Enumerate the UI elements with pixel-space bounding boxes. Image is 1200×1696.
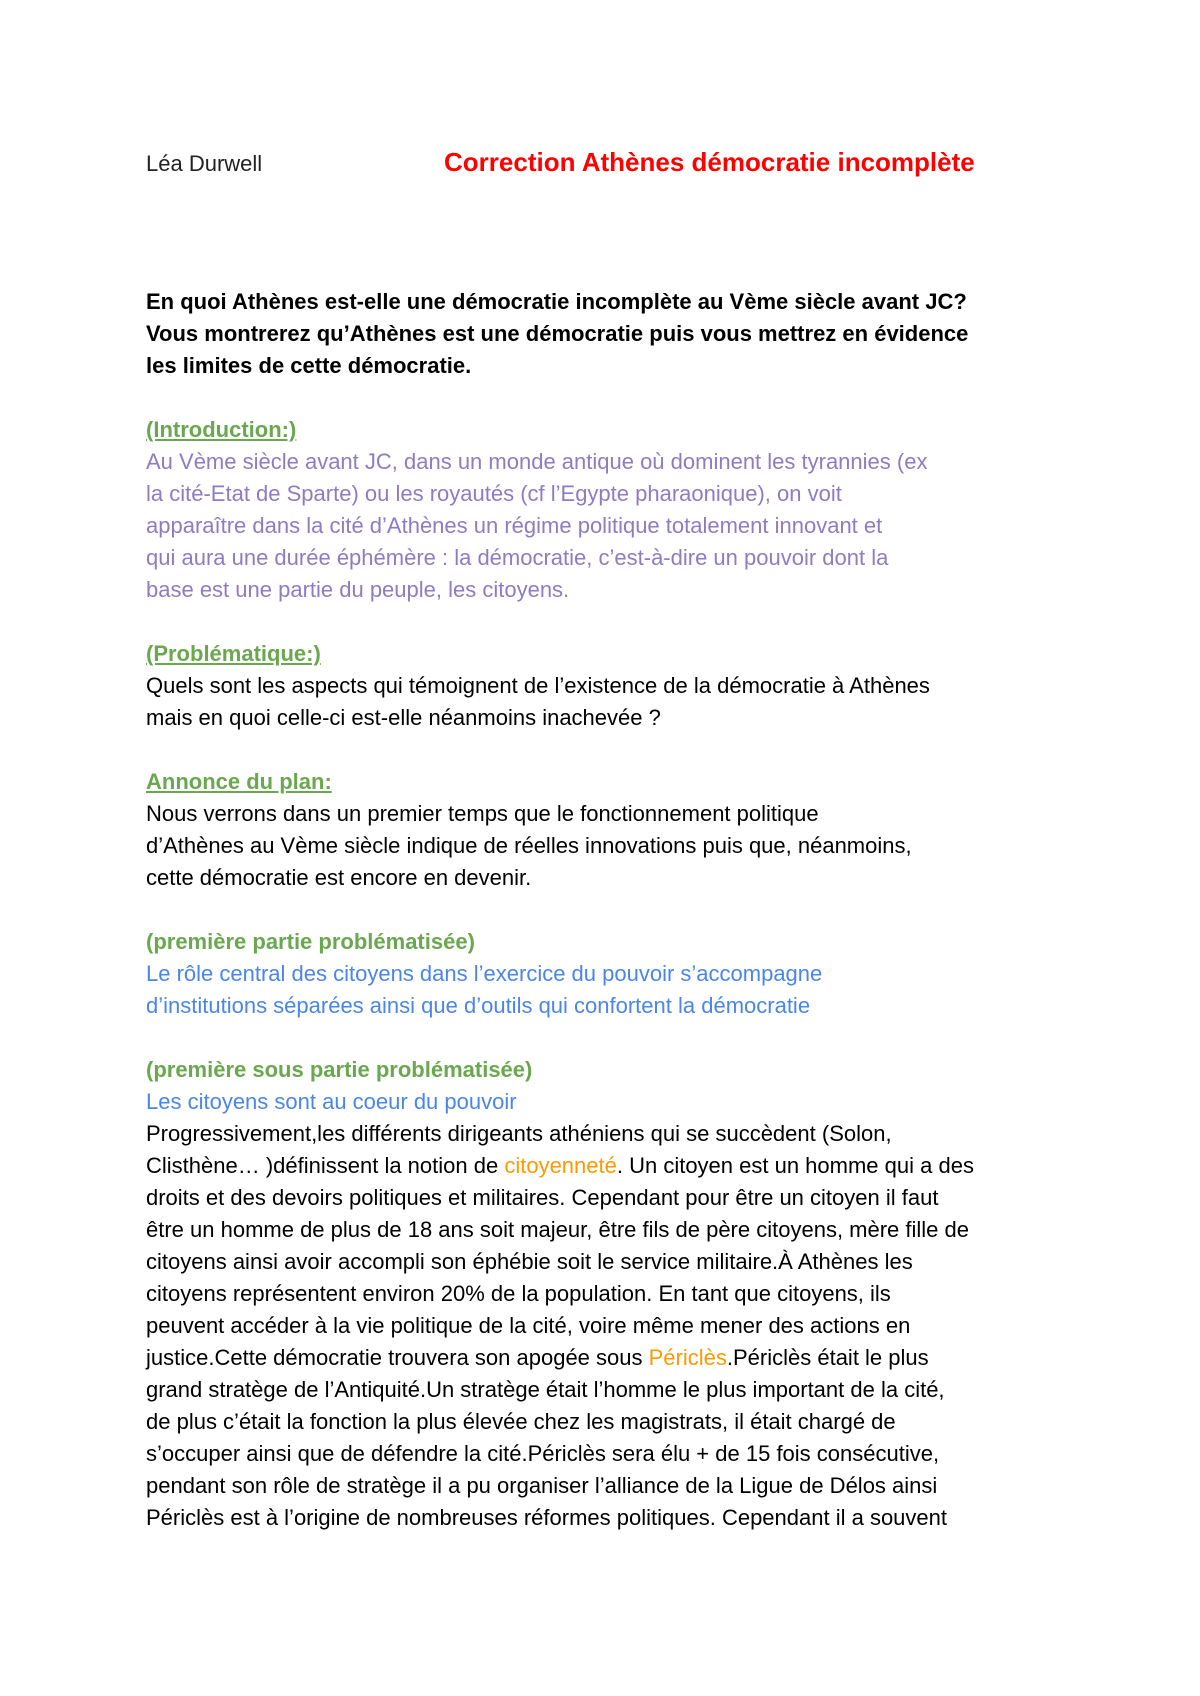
plan-section bbox=[146, 766, 1076, 894]
body-line bbox=[146, 1150, 1076, 1182]
plan-line: Nous verrons dans un premier temps que le fonctionnement politique bbox=[146, 801, 819, 826]
plan-line: d’Athènes au Vème siècle indique de réelles innovations puis que, néanmoins, bbox=[146, 833, 912, 858]
keyword-pericles: Périclès bbox=[648, 1345, 727, 1370]
plan-heading: Annonce du plan: bbox=[146, 769, 332, 794]
body-line: pendant son rôle de stratège il a pu organiser l’alliance de la Ligue de Délos ainsi bbox=[146, 1473, 938, 1498]
body-line: de plus c’était la fonction la plus élevée chez les magistrats, il était chargé de bbox=[146, 1409, 896, 1434]
introduction-line: qui aura une durée éphémère : la démocratie, c’est-à-dire un pouvoir dont la bbox=[146, 545, 889, 570]
introduction-line: apparaître dans la cité d’Athènes un régime politique totalement innovant et bbox=[146, 513, 883, 538]
introduction-line: base est une partie du peuple, les citoyens. bbox=[146, 577, 570, 602]
body-line bbox=[146, 1342, 1076, 1374]
body-text: Clisthène… )définissent la notion de bbox=[146, 1153, 505, 1178]
body-line: peuvent accéder à la vie politique de la cité, voire même mener des actions en bbox=[146, 1313, 911, 1338]
essay-question bbox=[146, 286, 1076, 382]
body-line: être un homme de plus de 18 ans soit majeur, être fils de père citoyens, mère fille de bbox=[146, 1217, 969, 1242]
part1-section bbox=[146, 926, 1076, 1022]
body-line: citoyens ainsi avoir accompli son éphébie soit le service militaire.À Athènes les bbox=[146, 1249, 913, 1274]
part1-heading: (première partie problématisée) bbox=[146, 929, 475, 954]
body-text: .Périclès était le plus bbox=[726, 1345, 929, 1370]
part1-line: Le rôle central des citoyens dans l’exercice du pouvoir s’accompagne bbox=[146, 961, 823, 986]
body-line: Progressivement,les différents dirigeants athéniens qui se succèdent (Solon, bbox=[146, 1121, 892, 1146]
problematique-line: Quels sont les aspects qui témoignent de l’existence de la démocratie à Athènes bbox=[146, 673, 930, 698]
body-line: Périclès est à l’origine de nombreuses réformes politiques. Cependant il a souvent bbox=[146, 1505, 947, 1530]
question-line: les limites de cette démocratie. bbox=[146, 353, 472, 378]
document-title: Correction Athènes démocratie incomplète bbox=[444, 147, 975, 177]
question-line: En quoi Athènes est-elle une démocratie incomplète au Vème siècle avant JC? bbox=[146, 289, 967, 314]
body-line: citoyens représentent environ 20% de la population. En tant que citoyens, ils bbox=[146, 1281, 891, 1306]
problematique-section bbox=[146, 638, 1076, 734]
part1-line: d’institutions séparées ainsi que d’outils qui confortent la démocratie bbox=[146, 993, 811, 1018]
body-line: grand stratège de l’Antiquité.Un stratège était l’homme le plus important de la cité, bbox=[146, 1377, 945, 1402]
document-body bbox=[146, 286, 1076, 1534]
introduction-heading: (Introduction:) bbox=[146, 417, 297, 442]
question-line: Vous montrerez qu’Athènes est une démocratie puis vous mettrez en évidence bbox=[146, 321, 969, 346]
body-line: s’occuper ainsi que de défendre la cité.Périclès sera élu + de 15 fois consécutive, bbox=[146, 1441, 940, 1466]
body-text: justice.Cette démocratie trouvera son apogée sous bbox=[146, 1345, 649, 1370]
body-text: . Un citoyen est un homme qui a des bbox=[616, 1153, 974, 1178]
introduction-line: la cité-Etat de Sparte) ou les royautés (cf l’Egypte pharaonique), on voit bbox=[146, 481, 842, 506]
body-line: droits et des devoirs politiques et militaires. Cependant pour être un citoyen il faut bbox=[146, 1185, 939, 1210]
problematique-line: mais en quoi celle-ci est-elle néanmoins inachevée ? bbox=[146, 705, 661, 730]
subpart1-section bbox=[146, 1054, 1076, 1534]
author-name: Léa Durwell bbox=[146, 151, 263, 176]
subpart1-heading: (première sous partie problématisée) bbox=[146, 1057, 533, 1082]
plan-line: cette démocratie est encore en devenir. bbox=[146, 865, 532, 890]
introduction-section bbox=[146, 414, 1076, 606]
introduction-line: Au Vème siècle avant JC, dans un monde antique où dominent les tyrannies (ex bbox=[146, 449, 928, 474]
keyword-citoyennete: citoyenneté bbox=[504, 1153, 617, 1178]
problematique-heading: (Problématique:) bbox=[146, 641, 321, 666]
subpart1-subtitle: Les citoyens sont au coeur du pouvoir bbox=[146, 1089, 517, 1114]
